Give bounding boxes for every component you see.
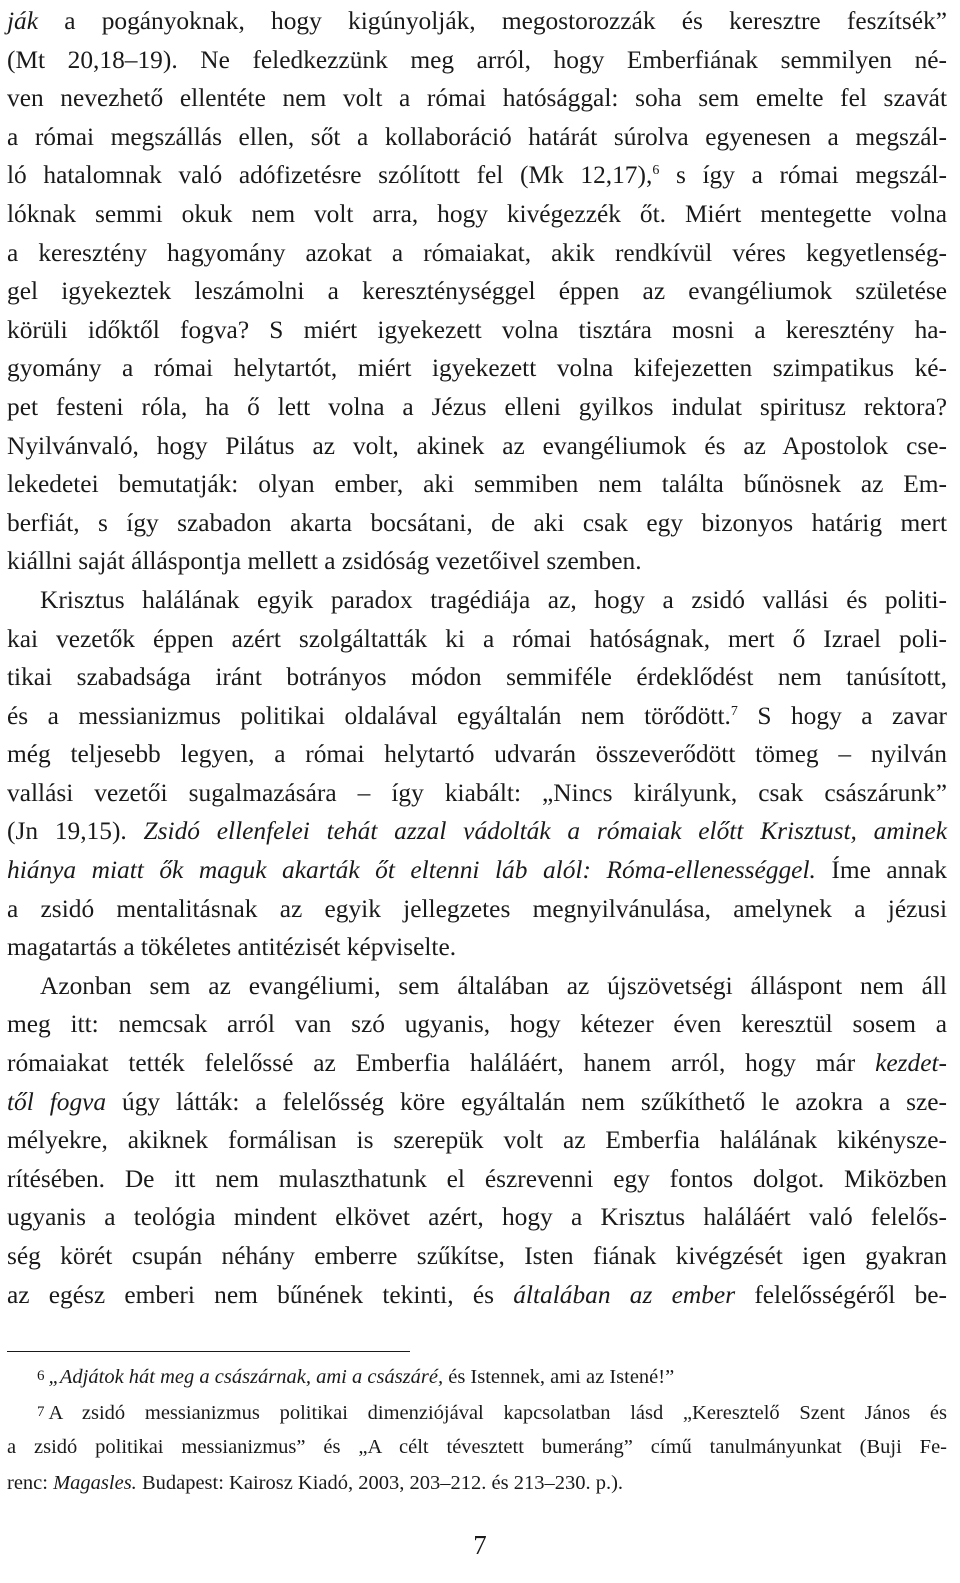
text-line: a zsidó mentalitásnak az egyik jellegzetes megnyilvánulása, amelynek a jézusi bbox=[7, 894, 947, 923]
footnote-ref-7[interactable]: 7 bbox=[730, 703, 738, 719]
text-line: ló hatalomnak való adófizetésre szólított fel (Mk 12,17),$^6$ s így a római megszál- bbox=[7, 161, 947, 190]
text-line: meg itt: nemcsak arról van szó ugyanis, hogy kétezer éven keresztül sosem a bbox=[7, 1010, 947, 1039]
paragraph-start-line: Krisztus halálának egyik paradox tragédiája az, hogy a zsidó vallási és politi- bbox=[40, 585, 947, 614]
footnote-7-continuation: renc: Magasles. Budapest: Kairosz Kiadó, 2003, 203–212. és 213–230. p.). bbox=[7, 1471, 624, 1494]
text-line: tikai szabadsága iránt botrányos módon semmiféle érdeklődést nem tanúsított, bbox=[7, 663, 947, 692]
footnote-6: 6 „Adjátok hát meg a császárnak, ami a császáré, és Istennek, ami az Istené!” bbox=[37, 1366, 675, 1388]
footnote-ref-6[interactable]: 6 bbox=[652, 163, 660, 179]
text-line: gyomány a római helytartót, miért igyekezett volna kifejezetten szimpatikus ké- bbox=[7, 354, 947, 383]
text-line: Nyilvánvaló, hogy Pilátus az volt, akinek az evangéliumok és az Apostolok cse- bbox=[7, 431, 947, 460]
footnote-number: 7 bbox=[37, 1403, 45, 1420]
body-text bbox=[7, 2, 947, 1314]
text-line: ven nevezhető ellentéte nem volt a római hatósággal: soha sem emelte fel szavát bbox=[7, 84, 947, 113]
text-line: rítésében. De itt nem mulaszthatunk el észrevenni egy fontos dolgot. Miközben bbox=[7, 1164, 947, 1193]
footnote-7: 7 A zsidó messianizmus politikai dimenziójával kapcsolatban lásd „Keresztelő Szent János és bbox=[37, 1401, 947, 1424]
text-line: kai vezetők éppen azért szolgáltatták ki a római hatóságnak, mert ő Izrael poli- bbox=[7, 624, 947, 653]
text-line: lóknak semmi okuk nem volt arra, hogy kivégezzék őt. Miért mentegette volna bbox=[7, 199, 947, 228]
footnotes bbox=[7, 1359, 947, 1501]
text-line: a keresztény hagyomány azokat a rómaiakat, akik rendkívül véres kegyetlenség- bbox=[7, 238, 947, 267]
text-line: a római megszállás ellen, sőt a kollaboráció határát súrolva egyenesen a megszál- bbox=[7, 122, 947, 151]
paragraph-start-line: Azonban sem az evangéliumi, sem általában az újszövetségi álláspont nem áll bbox=[40, 971, 947, 1000]
paragraph-end-line: kiállni saját álláspontja mellett a zsidóság vezetőivel szemben. bbox=[7, 547, 642, 576]
text-line: az egész emberi nem bűnének tekinti, és általában az ember felelősségéről be- bbox=[7, 1280, 947, 1309]
text-line: és a messianizmus politikai oldalával egyáltalán nem törődött.$^7$ S hogy a zavar bbox=[7, 701, 947, 730]
text-line: még teljesebb legyen, a római helytartó udvarán összeverődött tömeg – nyilván bbox=[7, 740, 947, 769]
text-line: (Jn 19,15). Zsidó ellenfelei tehát azzal vádolták a rómaiak előtt Krisztust, aminek bbox=[7, 817, 947, 846]
page-number: 7 bbox=[473, 1530, 487, 1560]
text-line: hiánya miatt ők maguk akarták őt eltenni láb alól: Róma-ellenességgel. Íme annak bbox=[7, 856, 948, 885]
text-line: ség körét csupán néhány emberre szűkítse, Isten fiának kivégzését igen gyakran bbox=[7, 1242, 947, 1270]
text-line: gel igyekeztek leszámolni a kereszténységgel éppen az evangéliumok születése bbox=[7, 277, 947, 306]
text-line: től fogva úgy látták: a felelősség köre egyáltalán nem szűkíthető le azokra a sze- bbox=[7, 1087, 947, 1116]
text-line: lekedetei bemutatják: olyan ember, aki semmiben nem találta bűnösnek az Em- bbox=[7, 470, 947, 499]
text-line: mélyekre, akiknek formálisan is szerepük volt az Emberfia halálának kikénysze- bbox=[7, 1126, 947, 1155]
paragraph-end-line: magatartás a tökéletes antitézisét képviselte. bbox=[7, 933, 457, 962]
footnote-separator bbox=[7, 1351, 410, 1352]
footnote-7-continuation: a zsidó politikai messianizmus” és „A célt tévesztett bumeráng” című tanulmányunkat (Buji Fe- bbox=[7, 1436, 947, 1458]
text-line: körüli időktől fogva? S miért igyekezett volna tisztára mosni a keresztény ha- bbox=[7, 315, 947, 344]
text-line: ják a pogányoknak, hogy kigúnyolják, megostorozzák és keresztre feszítsék” bbox=[7, 7, 947, 35]
text-line: berfiát, s így szabadon akarta bocsátani, de aki csak egy bizonyos határig mert bbox=[7, 508, 947, 537]
text-line: vallási vezetői sugalmazására – így kiabált: „Nincs királyunk, csak császárunk” bbox=[7, 778, 947, 807]
text-line: rómaiakat tették felelőssé az Emberfia haláláért, hanem arról, hogy már kezdet- bbox=[7, 1049, 947, 1078]
text-line: pet festeni róla, ha ő lett volna a Jézus elleni gyilkos indulat spiritusz rektora? bbox=[7, 392, 947, 421]
text-line: ugyanis a teológia mindent elkövet azért, hogy a Krisztus haláláért való felelős- bbox=[7, 1203, 947, 1232]
text-line: (Mt 20,18–19). Ne feledkezzünk meg arról, hogy Emberfiának semmilyen né- bbox=[7, 45, 947, 74]
footnote-number: 6 bbox=[37, 1368, 45, 1384]
